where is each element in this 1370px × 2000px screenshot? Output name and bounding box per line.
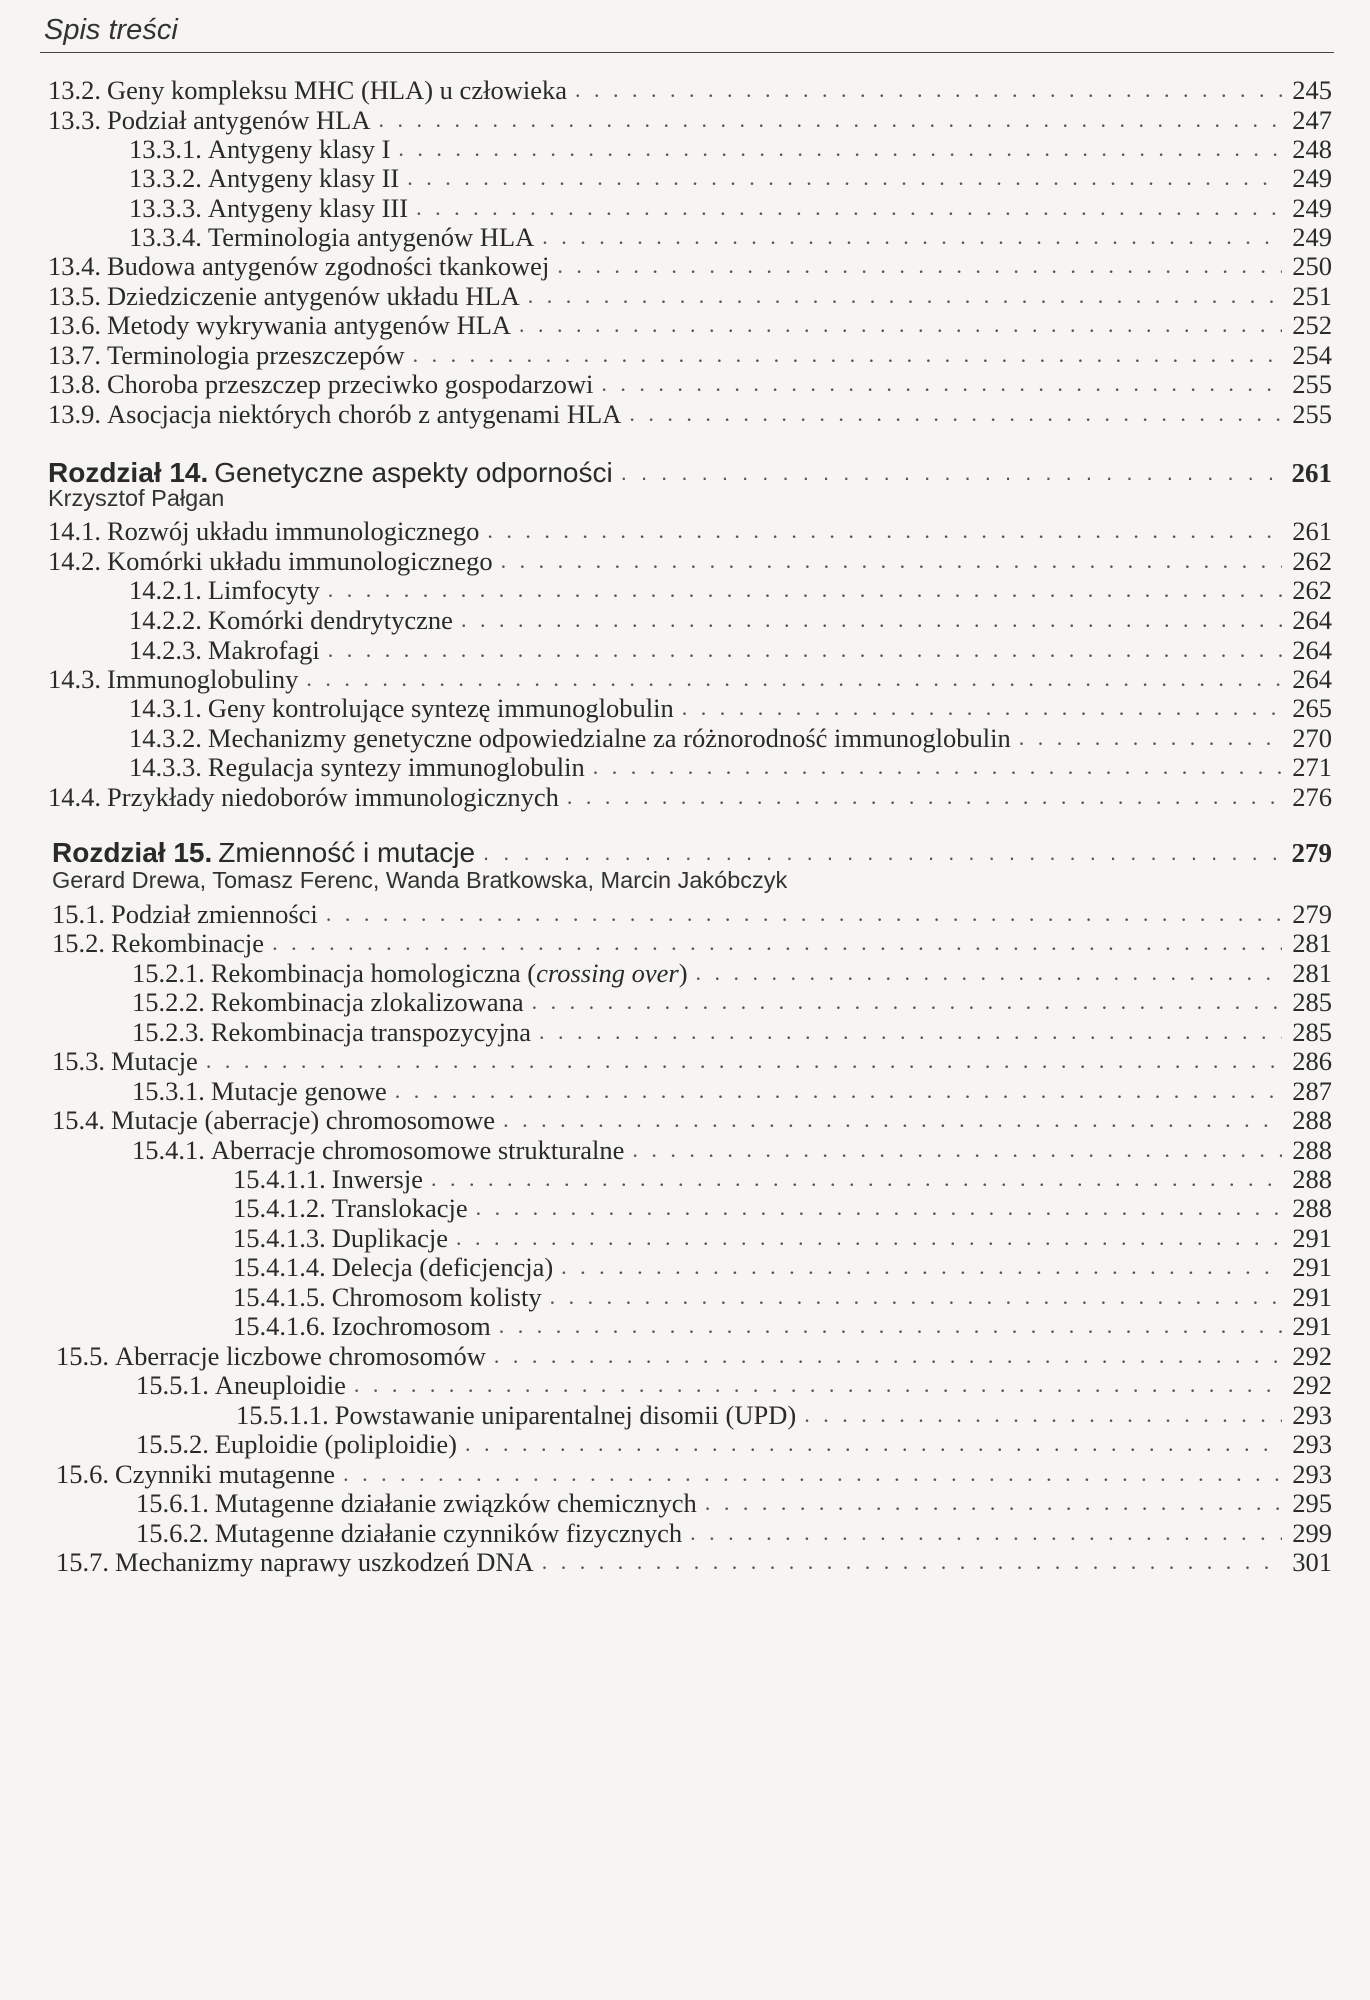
section-number: 13.3. [48,105,101,135]
section-number: 15.4.1.1. [233,1164,326,1194]
page-number: 299 [1292,1518,1332,1548]
section-number: 15.2.3. [132,1017,205,1047]
section-number: 15.2.2. [132,987,205,1017]
section-title: Mutacje genowe [210,1076,387,1106]
section-number: 15.6.1. [136,1488,209,1518]
page-number: 251 [1292,281,1332,311]
section-number: 15.5.2. [136,1429,209,1459]
section-title: Asocjacja niektórych chorób z antygenami HLA [107,399,622,429]
section-title: Euploidie (poliploidie) [214,1429,458,1459]
section-number: 15.3.1. [132,1076,205,1106]
section-number: 13.2. [48,75,101,105]
section-number: 14.3.2. [129,723,202,753]
section-number: 13.5. [48,281,101,311]
page-number: 249 [1292,193,1332,223]
page-number: 245 [1292,75,1332,105]
page-number: 288 [1292,1135,1332,1165]
page-number: 291 [1292,1223,1332,1253]
section-title: Podział antygenów HLA [107,105,371,135]
section-number: 13.4. [48,251,101,281]
page-number: 301 [1292,1547,1332,1577]
section-title: Immunoglobuliny [107,664,299,694]
section-number: 13.8. [48,369,101,399]
dot-leader [567,779,1282,815]
chapter-title: Genetyczne aspekty odporności [214,457,613,488]
header-rule [40,52,1334,53]
section-title: Choroba przeszczep przeciwko gospodarzowi [107,369,594,399]
page-number: 261 [1291,458,1332,488]
chapter-label: Rozdział 14. [48,457,209,488]
section-number: 15.3. [52,1046,105,1076]
page-number: 279 [1291,838,1332,868]
page-number: 255 [1292,399,1332,429]
section-number: 15.6.2. [136,1518,209,1548]
section-number: 14.1. [48,516,101,546]
page-number: 264 [1292,635,1332,665]
section-number: 13.3.2. [129,163,202,193]
section-title: Rozwój układu immunologicznego [107,516,480,546]
page-number: 248 [1292,134,1332,164]
page-number: 281 [1292,958,1332,988]
page-number: 293 [1292,1429,1332,1459]
page-number: 255 [1292,369,1332,399]
section-number: 13.6. [48,310,101,340]
section-number: 15.4.1.5. [233,1282,326,1312]
section-number: 13.9. [48,399,101,429]
chapter-authors: Gerard Drewa, Tomasz Ferenc, Wanda Bratkowska, Marcin Jakóbczyk [52,867,788,893]
section-title: Terminologia antygenów HLA [207,222,535,252]
section-title: Aberracje chromosomowe strukturalne [210,1135,625,1165]
section-number: 13.3.4. [129,222,202,252]
section-number: 15.4.1.4. [233,1252,326,1282]
section-number: 15.5. [56,1341,109,1371]
page-number: 252 [1292,310,1332,340]
section-title: Mechanizmy genetyczne odpowiedzialne za różnorodność immunoglobulin [207,723,1011,753]
section-title: Translokacje [331,1193,468,1223]
section-title: Izochromosom [331,1311,491,1341]
page-number: 291 [1292,1282,1332,1312]
section-title: Antygeny klasy III [207,193,409,223]
page-number: 279 [1292,899,1332,929]
page-number: 247 [1292,105,1332,135]
section-title: Podział zmienności [111,899,318,929]
page-number: 293 [1292,1400,1332,1430]
section-title: Rekombinacja homologiczna (crossing over) [210,958,688,988]
section-title: Duplikacje [331,1223,449,1253]
section-title: Inwersje [331,1164,423,1194]
section-title: Mechanizmy naprawy uszkodzeń DNA [115,1547,534,1577]
page-number: 285 [1292,987,1332,1017]
section-title: Powstawanie uniparentalnej disomii (UPD) [334,1400,797,1430]
section-number: 15.4. [52,1105,105,1135]
page-number: 271 [1292,752,1332,782]
section-number: 14.3.1. [129,693,202,723]
chapter-label: Rozdział 15. [52,837,213,868]
section-title: Chromosom kolisty [331,1282,542,1312]
section-title: Aberracje liczbowe chromosomów [115,1341,486,1371]
section-title: Antygeny klasy II [207,163,400,193]
page-number: 288 [1292,1193,1332,1223]
section-number: 15.5.1.1. [236,1400,329,1430]
section-number: 15.6. [56,1459,109,1489]
section-title: Metody wykrywania antygenów HLA [107,310,512,340]
page-number: 288 [1292,1164,1332,1194]
page-number: 276 [1292,782,1332,812]
section-title: Przykłady niedoborów immunologicznych [107,782,559,812]
section-title: Mutagenne działanie czynników fizycznych [214,1518,683,1548]
section-number: 15.2. [52,928,105,958]
dot-leader [621,455,1282,491]
page-number: 288 [1292,1105,1332,1135]
section-title: Rekombinacja zlokalizowana [210,987,524,1017]
page-number: 249 [1292,163,1332,193]
chapter-authors: Krzysztof Pałgan [48,485,225,511]
section-title: Geny kontrolujące syntezę immunoglobulin [207,693,674,723]
page-number: 291 [1292,1311,1332,1341]
dot-leader [629,396,1282,432]
page-number: 293 [1292,1459,1332,1489]
page-number: 285 [1292,1017,1332,1047]
section-number: 13.3.1. [129,134,202,164]
page-number: 264 [1292,664,1332,694]
page-number: 291 [1292,1252,1332,1282]
section-title: Delecja (deficjencja) [331,1252,554,1282]
section-title: Aneuploidie [214,1370,346,1400]
page-number: 292 [1292,1341,1332,1371]
section-title: Terminologia przeszczepów [107,340,405,370]
page-number: 262 [1292,546,1332,576]
section-number: 15.5.1. [136,1370,209,1400]
page-number: 292 [1292,1370,1332,1400]
section-number: 15.4.1.2. [233,1193,326,1223]
section-title: Komórki dendrytyczne [207,605,453,635]
section-number: 14.4. [48,782,101,812]
section-title: Mutacje (aberracje) chromosomowe [111,1105,496,1135]
toc-entry[interactable] [56,1544,1332,1580]
section-title: Makrofagi [207,635,320,665]
toc-entry[interactable] [48,396,1332,432]
section-title: Komórki układu immunologicznego [107,546,493,576]
page-number: 265 [1292,693,1332,723]
section-number: 14.3. [48,664,101,694]
page-number: 270 [1292,723,1332,753]
section-title: Geny kompleksu MHC (HLA) u człowieka [107,75,567,105]
page-number: 286 [1292,1046,1332,1076]
section-title: Rekombinacje [111,928,265,958]
section-title: Czynniki mutagenne [115,1459,336,1489]
page-number: 261 [1292,516,1332,546]
page-number: 249 [1292,222,1332,252]
section-title: Limfocyty [207,575,320,605]
section-number: 14.2. [48,546,101,576]
section-number: 15.4.1.6. [233,1311,326,1341]
dot-leader [483,835,1282,871]
section-number: 14.3.3. [129,752,202,782]
section-number: 15.2.1. [132,958,205,988]
dot-leader [542,1544,1282,1580]
page-number: 250 [1292,251,1332,281]
page-number: 264 [1292,605,1332,635]
section-number: 15.1. [52,899,105,929]
page-number: 254 [1292,340,1332,370]
section-number: 15.4.1. [132,1135,205,1165]
section-number: 13.3.3. [129,193,202,223]
section-number: 13.7. [48,340,101,370]
toc-entry[interactable] [48,779,1332,815]
section-title: Rekombinacja transpozycyjna [210,1017,531,1047]
section-number: 14.2.3. [129,635,202,665]
section-number: 14.2.2. [129,605,202,635]
section-title: Antygeny klasy I [207,134,391,164]
page-number: 262 [1292,575,1332,605]
chapter-heading[interactable] [48,455,1332,491]
section-number: 15.7. [56,1547,109,1577]
section-title: Dziedziczenie antygenów układu HLA [107,281,520,311]
section-title: Mutacje [111,1046,198,1076]
chapter-title: Zmienność i mutacje [218,837,476,868]
section-title: Budowa antygenów zgodności tkankowej [107,251,550,281]
page-number: 281 [1292,928,1332,958]
chapter-heading[interactable] [52,835,1332,871]
page-number: 287 [1292,1076,1332,1106]
section-title: Regulacja syntezy immunoglobulin [207,752,585,782]
section-number: 14.2.1. [129,575,202,605]
section-number: 15.4.1.3. [233,1223,326,1253]
section-title: Mutagenne działanie związków chemicznych [214,1488,697,1518]
running-header: Spis treści [44,14,178,46]
page-number: 295 [1292,1488,1332,1518]
